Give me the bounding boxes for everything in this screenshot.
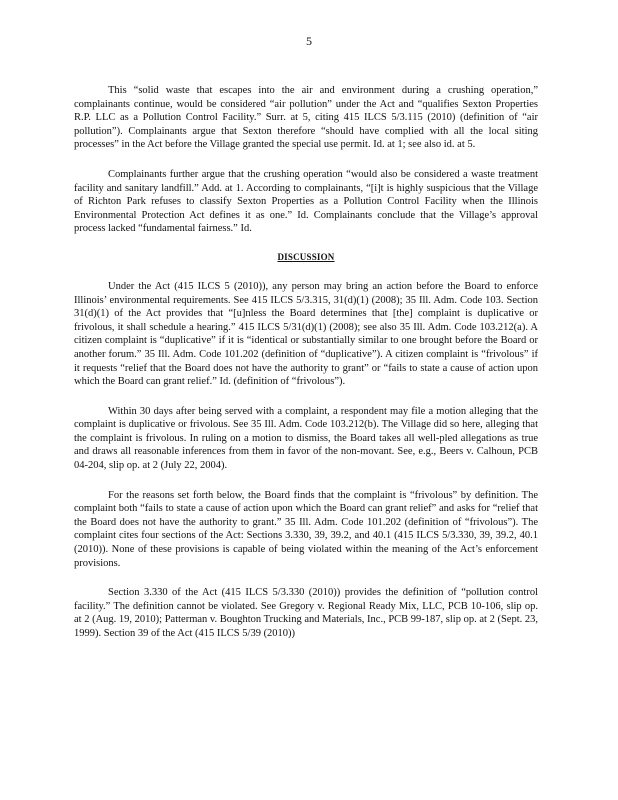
discussion-heading-text: DISCUSSION	[277, 251, 335, 262]
paragraph-solid-waste: This “solid waste that escapes into the air and environment during a crushing operation,” complainants continue, would be considered “air pollution” under the Act and “qualifies Sexton Properties R.P. LLC as a Pollution Control Facility.” Surr. at 5, citing 415 ILCS 5/3.115 (2010) (definition of “air pollution”). Complainants argue that Sexton therefore “should have complied with all the local siting processes” in the Act before the Village granted the special use permit. Id. at 1; see also id. at 5.	[74, 85, 538, 151]
page-number: 5	[306, 34, 312, 48]
paragraph-frivolous-finding: For the reasons set forth below, the Board finds that the complaint is “frivolous” by definition. The complaint both “fails to state a cause of action upon which the Board can grant relief” and asks for “relief that the Board does not have the authority to grant.” 35 Ill. Adm. Code 101.202 (definition of “frivolous”). The complaint cites four sections of the Act: Sections 3.330, 39, 39.2, and 40.1 (415 ILCS 5/3.330, 39, 39.2, 40.1 (2010)). None of these provisions is capable of being violated within the meaning of the Act’s enforcement provisions.	[74, 489, 538, 569]
section-heading	[74, 252, 538, 262]
paragraph-motion-to-dismiss: Within 30 days after being served with a complaint, a respondent may file a motion alleging that the complaint is duplicative or frivolous. See 35 Ill. Adm. Code 103.212(b). The Village did so here, alleging that the complaint is frivolous. In ruling on a motion to dismiss, the Board takes all well-pled allegations as true and draws all reasonable inferences from them in favor of the non-movant. See, e.g., Beers v. Calhoun, PCB 04-204, slip op. at 2 (July 22, 2004).	[74, 405, 538, 472]
paragraph-waste-treatment: Complainants further argue that the crushing operation “would also be considered a waste treatment facility and sanitary landfill.” Add. at 1. According to complainants, “[i]t is highly suspicious that the Village of Richton Park refuses to classify Sexton Properties as a Pollution Control Facility when the Illinois Environmental Protection Act defines it as one.” Id. Complainants conclude that the Village’s approval process lacked “fundamental fairness.” Id.	[74, 168, 538, 235]
paragraph-section-3-330: Section 3.330 of the Act (415 ILCS 5/3.330 (2010)) provides the definition of “pollution control facility.” The definition cannot be violated. See Gregory v. Regional Ready Mix, LLC, PCB 10-106, slip op. at 2 (Aug. 19, 2010); Patterman v. Boughton Trucking and Materials, Inc., PCB 99-187, slip op. at 2 (Sept. 23, 1999). Section 39 of the Act (415 ILCS 5/39 (2010))	[74, 587, 538, 639]
document-body	[74, 84, 538, 657]
paragraph-under-the-act: Under the Act (415 ILCS 5 (2010)), any person may bring an action before the Board to enforce Illinois’ environmental requirements. See 415 ILCS 5/3.315, 31(d)(1) (2008); 35 Ill. Adm. Code 103. Section 31(d)(1) of the Act provides that “[u]nless the Board determines that [the] complaint is duplicative or frivolous, it shall schedule a hearing.” 415 ILCS 5/31(d)(1) (2008); see also 35 Ill. Adm. Code 103.212(a). A citizen complaint is “duplicative” if it is “identical or substantially similar to one brought before the Board or another forum.” 35 Ill. Adm. Code 101.202 (definition of “duplicative”). A citizen complaint is “frivolous” if it requests “relief that the Board does not have the authority to grant” or “fails to state a cause of action upon which the Board can grant relief.” Id. (definition of “frivolous”).	[74, 280, 538, 388]
